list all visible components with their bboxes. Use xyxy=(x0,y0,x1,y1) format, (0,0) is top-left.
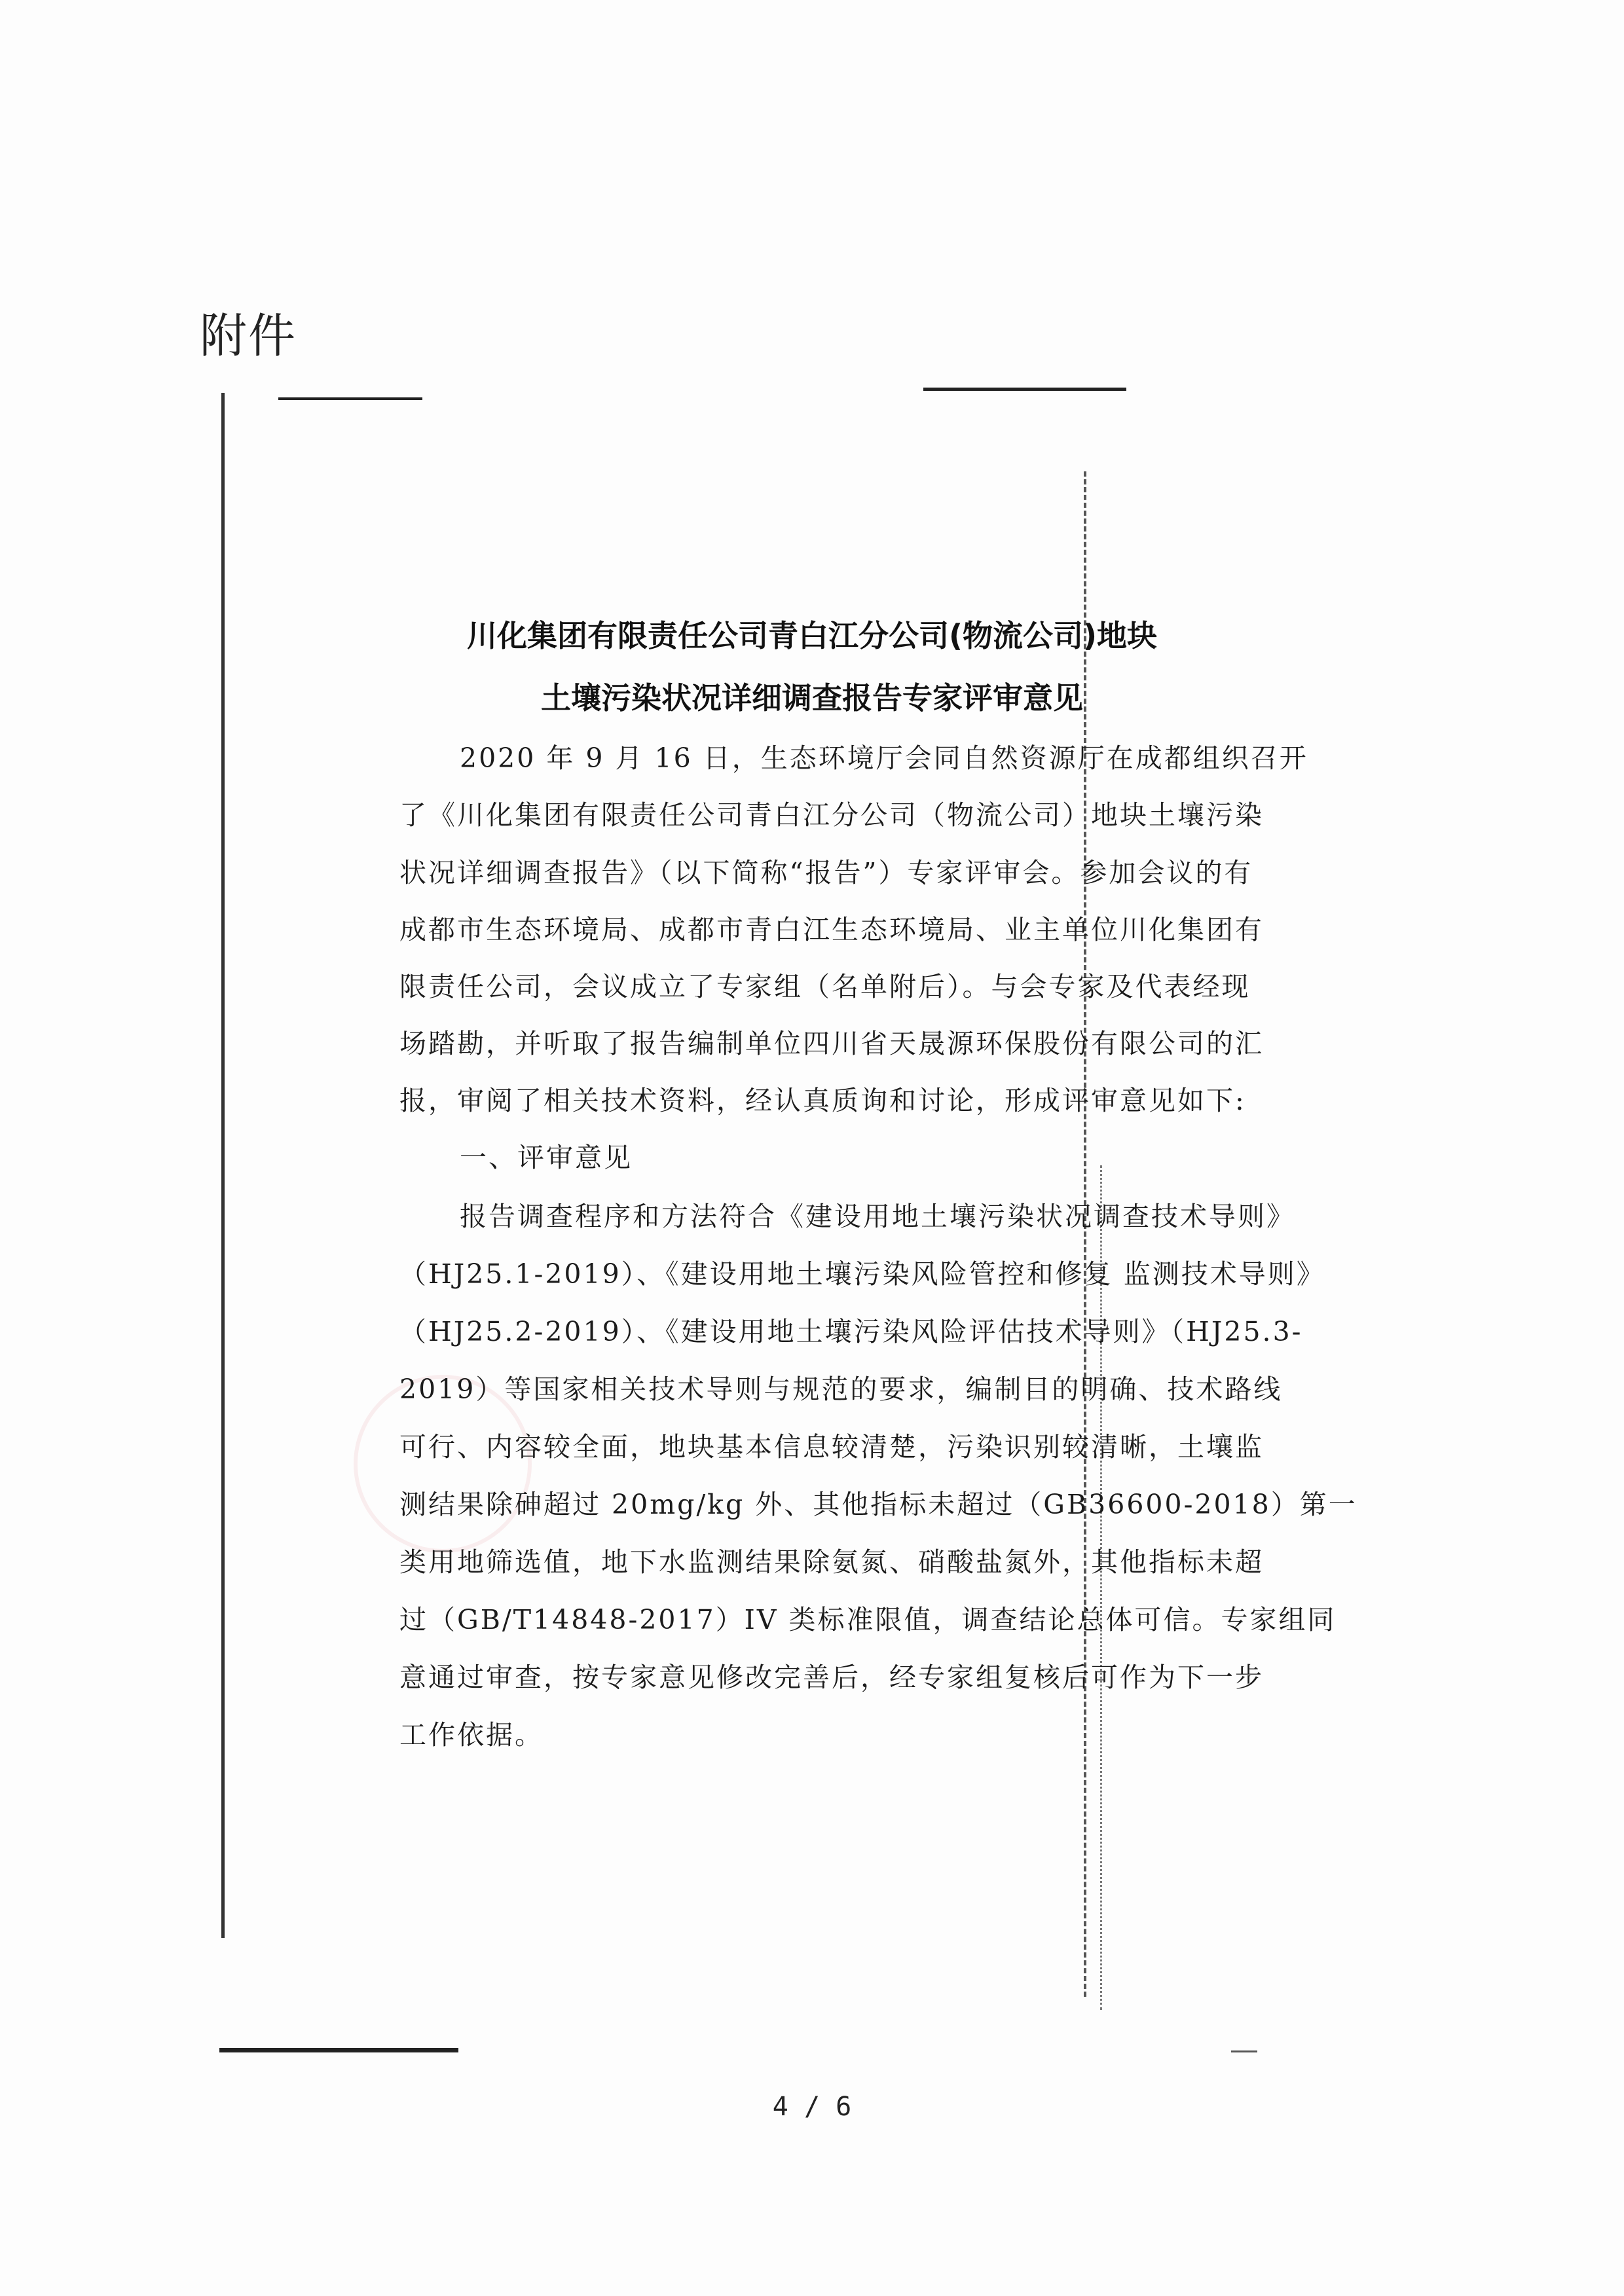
body-line: 测结果除砷超过 20mg/kg 外、其他指标未超过（GB36600-2018）第一 xyxy=(399,1489,1357,1520)
section-heading: 一、评审意见 xyxy=(460,1142,633,1173)
body-line: 了《川化集团有限责任公司青白江分公司（物流公司）地块土壤污染 xyxy=(399,799,1264,831)
body-line: 场踏勘，并听取了报告编制单位四川省天晟源环保股份有限公司的汇 xyxy=(399,1028,1264,1059)
body-line: 类用地筛选值，地下水监测结果除氨氮、硝酸盐氮外，其他指标未超 xyxy=(399,1546,1264,1578)
body-line: （HJ25.1-2019）、《建设用地土壤污染风险管控和修复 监测技术导则》 xyxy=(399,1258,1325,1290)
attachment-label: 附件 xyxy=(200,308,297,363)
body-line: 2019）等国家相关技术导则与规范的要求，编制目的明确、技术路线 xyxy=(399,1374,1283,1405)
scan-line-top-right xyxy=(923,388,1126,391)
body-line: 状况详细调查报告》（以下简称“报告”）专家评审会。参加会议的有 xyxy=(399,857,1253,888)
document-title-line-2: 土壤污染状况详细调查报告专家评审意见 xyxy=(541,680,1083,716)
body-line: （HJ25.2-2019）、《建设用地土壤污染风险评估技术导则》（HJ25.3- xyxy=(399,1316,1303,1347)
body-line: 2020 年 9 月 16 日，生态环境厅会同自然资源厅在成都组织召开 xyxy=(460,742,1308,774)
document-title-line-1: 川化集团有限责任公司青白江分公司(物流公司)地块 xyxy=(466,618,1158,653)
body-line: 报，审阅了相关技术资料，经认真质询和讨论，形成评审意见如下: xyxy=(399,1085,1246,1116)
scan-line-bottom-right xyxy=(1231,2050,1257,2052)
scan-line-top-left xyxy=(278,397,422,400)
body-line: 意通过审查，按专家意见修改完善后，经专家组复核后可作为下一步 xyxy=(399,1662,1264,1693)
page-number: 4 / 6 xyxy=(772,2092,852,2122)
body-line: 过（GB/T14848-2017）IV 类标准限值，调查结论总体可信。专家组同 xyxy=(399,1604,1337,1635)
scan-line-bottom-left xyxy=(219,2048,458,2052)
body-line: 限责任公司，会议成立了专家组（名单附后）。与会专家及代表经现 xyxy=(399,971,1251,1002)
body-line: 可行、内容较全面，地块基本信息较清楚，污染识别较清晰，土壤监 xyxy=(399,1431,1264,1463)
body-line: 报告调查程序和方法符合《建设用地土壤污染状况调查技术导则》 xyxy=(460,1201,1295,1232)
body-line: 工作依据。 xyxy=(399,1719,544,1751)
scan-fold-line-secondary xyxy=(1100,1165,1102,2010)
body-line: 成都市生态环境局、成都市青白江生态环境局、业主单位川化集团有 xyxy=(399,914,1264,945)
